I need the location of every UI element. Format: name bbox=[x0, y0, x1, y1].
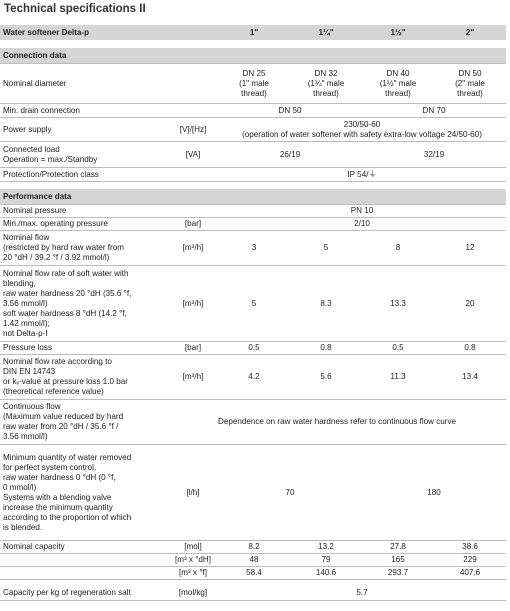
cell-value: 0.8 bbox=[434, 342, 506, 355]
cell-value: 5.7 bbox=[218, 587, 506, 600]
cell-value: 0.8 bbox=[290, 342, 362, 355]
row-label: Minimum quantity of water removed for perfect system control, raw water hardness 0 °dH (0 °f, 0 mmol/l) Systems with a blending valve increase the minimum quantity according to the proportion of which is blended. bbox=[0, 445, 168, 541]
unit-label: [l/h] bbox=[168, 445, 218, 541]
unit-label: [m³/h] bbox=[168, 231, 218, 266]
cell-value: 26/19 bbox=[218, 142, 362, 168]
cell-value: 229 bbox=[434, 554, 506, 567]
cell-value: PN 10 bbox=[218, 205, 506, 218]
unit-label: [bar] bbox=[168, 342, 218, 355]
unit-label: [m³ x °f] bbox=[168, 567, 218, 580]
cell-value: 4.2 bbox=[218, 355, 290, 400]
row-label: Continuous flow (Maximum value reduced by hard raw water from 20 °dH / 35.6 °f / 3.56 mmol/l) bbox=[0, 400, 168, 445]
row-label: Connected load Operation = max./Standby bbox=[0, 142, 168, 168]
size-col-1: 1" bbox=[218, 25, 290, 41]
cell-value: 293.7 bbox=[362, 567, 434, 580]
table-row bbox=[0, 400, 506, 445]
unit-label: [m³/h] bbox=[168, 266, 218, 342]
unit-label: [V]/[Hz] bbox=[168, 118, 218, 142]
section-header-performance bbox=[0, 189, 506, 205]
cell-value: 0.5 bbox=[362, 342, 434, 355]
cell-value: Dependence on raw water hardness refer to continuous flow curve bbox=[168, 400, 506, 445]
cell-value: 5.6 bbox=[290, 355, 362, 400]
table-row bbox=[0, 587, 506, 600]
row-label: Min./max. operating pressure bbox=[0, 218, 168, 231]
cell-value: 180 bbox=[362, 445, 506, 541]
cell-value: 38.6 bbox=[434, 541, 506, 554]
size-col-2: 1¼" bbox=[290, 25, 362, 41]
cell-value: 2/10 bbox=[218, 218, 506, 231]
table-row bbox=[0, 231, 506, 266]
table-row bbox=[0, 168, 506, 182]
table-row bbox=[0, 554, 506, 567]
cell-value: DN 50 bbox=[218, 104, 362, 118]
cell-value: 58.4 bbox=[218, 567, 290, 580]
table-row bbox=[0, 218, 506, 231]
table-row bbox=[0, 205, 506, 218]
cell-value: 5 bbox=[218, 266, 290, 342]
cell-value: 13.2 bbox=[290, 541, 362, 554]
table-row bbox=[0, 342, 506, 355]
cell-value: 230/50-60 (operation of water softener with safety extra-low voltage 24/50-60) bbox=[218, 118, 506, 142]
cell-value: DN 50 (2" male thread) bbox=[434, 64, 506, 104]
table-row bbox=[0, 567, 506, 580]
cell-value: 3 bbox=[218, 231, 290, 266]
unit-label: [bar] bbox=[168, 218, 218, 231]
section-title: Performance data bbox=[0, 189, 506, 205]
cell-value: DN 40 (1½" male thread) bbox=[362, 64, 434, 104]
table-row bbox=[0, 118, 506, 142]
unit-label: [m³/h] bbox=[168, 355, 218, 400]
cell-value: 165 bbox=[362, 554, 434, 567]
cell-value: 8.2 bbox=[218, 541, 290, 554]
row-label: Power supply bbox=[0, 118, 168, 142]
table-row bbox=[0, 142, 506, 168]
row-label: Nominal diameter bbox=[0, 64, 168, 104]
table-header-row bbox=[0, 25, 506, 41]
spec-table bbox=[0, 25, 506, 601]
size-col-4: 2" bbox=[434, 25, 506, 41]
page-title: Technical specifications II bbox=[4, 3, 146, 15]
cell-value: 12 bbox=[434, 231, 506, 266]
row-label: Nominal flow rate according to DIN EN 14743 or kᵥ-value at pressure loss 1.0 bar (theoretical reference value) bbox=[0, 355, 168, 400]
cell-value: 32/19 bbox=[362, 142, 506, 168]
row-label: Nominal flow (restricted by hard raw water from 20 °dH / 39.2 °f / 3.92 mmol/l) bbox=[0, 231, 168, 266]
cell-value: 20 bbox=[434, 266, 506, 342]
row-label: Min. drain connection bbox=[0, 104, 168, 118]
unit-label: [mol] bbox=[168, 541, 218, 554]
cell-value: 13.4 bbox=[434, 355, 506, 400]
table-row bbox=[0, 104, 506, 118]
row-label: Capacity per kg of regeneration salt bbox=[0, 587, 168, 600]
cell-value: DN 25 (1" male thread) bbox=[218, 64, 290, 104]
product-name: Water softener Delta-p bbox=[0, 25, 168, 41]
section-header-connection bbox=[0, 48, 506, 64]
unit-label: [VA] bbox=[168, 142, 218, 168]
cell-value: 407.6 bbox=[434, 567, 506, 580]
table-row bbox=[0, 266, 506, 342]
cell-value: 11.3 bbox=[362, 355, 434, 400]
cell-value: 13.3 bbox=[362, 266, 434, 342]
table-row bbox=[0, 355, 506, 400]
cell-value: 5 bbox=[290, 231, 362, 266]
table-row bbox=[0, 445, 506, 541]
size-col-3: 1½" bbox=[362, 25, 434, 41]
cell-value: 0.5 bbox=[218, 342, 290, 355]
cell-value: DN 70 bbox=[362, 104, 506, 118]
row-label: Nominal flow rate of soft water with blending, raw water hardness 20 °dH (35.6 °f, 3.56 mmol/l) soft water hardness 8 °dH (14.2 °f, 1.42 mmol/l); not Delta-p-I bbox=[0, 266, 168, 342]
unit-label: [m³ x °dH] bbox=[168, 554, 218, 567]
cell-value: 70 bbox=[218, 445, 362, 541]
unit-label: [mol/kg] bbox=[168, 587, 218, 600]
cell-value: IP 54/⏚ bbox=[218, 168, 506, 182]
cell-value: 27.8 bbox=[362, 541, 434, 554]
row-label: Protection/Protection class bbox=[0, 168, 168, 182]
cell-value: 48 bbox=[218, 554, 290, 567]
cell-value: 8 bbox=[362, 231, 434, 266]
row-label: Nominal capacity bbox=[0, 541, 168, 554]
row-label: Pressure loss bbox=[0, 342, 168, 355]
cell-value: 79 bbox=[290, 554, 362, 567]
table-row bbox=[0, 64, 506, 104]
row-label: Nominal pressure bbox=[0, 205, 168, 218]
cell-value: DN 32 (1¼" male thread) bbox=[290, 64, 362, 104]
section-title: Connection data bbox=[0, 48, 506, 64]
cell-value: 8.3 bbox=[290, 266, 362, 342]
table-row bbox=[0, 541, 506, 554]
cell-value: 140.6 bbox=[290, 567, 362, 580]
